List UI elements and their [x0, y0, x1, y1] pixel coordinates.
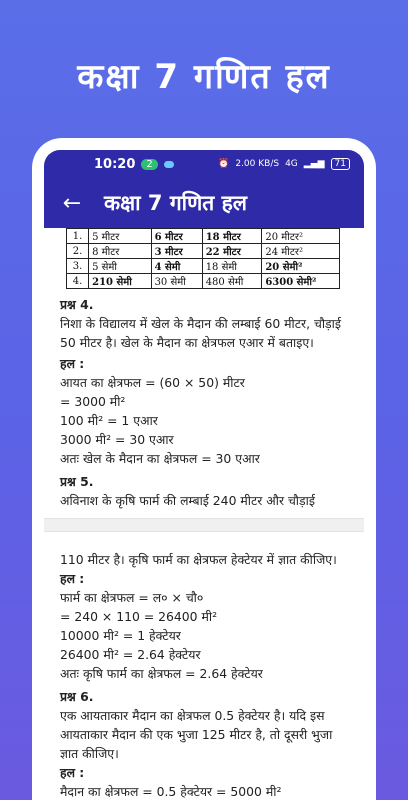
table-row — [67, 244, 340, 259]
network-speed: 2.00 KB/S — [235, 159, 280, 169]
table-cell: 5 मीटर — [89, 229, 151, 244]
cloud-icon — [164, 161, 174, 168]
solution-line: 3000 मी² = 30 एआर — [60, 432, 174, 447]
solution-line: आयत का क्षेत्रफल = (60 × 50) मीटर — [60, 375, 245, 390]
table-cell: 210 सेमी — [89, 274, 151, 289]
table-cell: 18 मीटर — [202, 229, 262, 244]
solution-line: फार्म का क्षेत्रफल = ल० × चौ० — [60, 590, 204, 605]
signal-icon: ▂▄▆ — [303, 159, 325, 169]
app-title: कक्षा 7 गणित हल — [104, 191, 247, 215]
table-cell: 4. — [67, 274, 89, 289]
question-heading: प्रश्न 6. — [60, 689, 94, 704]
page-separator — [44, 518, 364, 532]
solution-line: मैदान का क्षेत्रफल = 0.5 हेक्टेयर = 5000 मी² — [60, 784, 282, 799]
question-text: एक आयताकार मैदान का क्षेत्रफल 0.5 हेक्टेयर है। यदि इस आयताकार मैदान की एक भुजा 125 मीटर है, तो दूसरी भुजा ज्ञात कीजिए। — [60, 708, 333, 761]
table-cell: 6 मीटर — [151, 229, 202, 244]
table-cell: 20 सेमी² — [262, 259, 340, 274]
question-text: निशा के विद्यालय में खेल के मैदान की लम्बाई 60 मीटर, चौड़ाई 50 मीटर है। खेल के मैदान का क्षेत्रफल एआर में बताइए। — [60, 316, 341, 350]
status-bar — [44, 150, 364, 178]
app-bar — [44, 178, 364, 228]
solution-heading: हल : — [60, 765, 85, 780]
table-cell: 8 मीटर — [89, 244, 151, 259]
table-cell: 4 सेमी — [151, 259, 202, 274]
solution-line: = 3000 मी² — [60, 394, 126, 409]
status-time: 10:20 — [94, 156, 136, 172]
content-page-2 — [44, 532, 364, 800]
solution-line: 100 मी² = 1 एआर — [60, 413, 158, 428]
alarm-icon: ⏰ — [218, 159, 230, 169]
notification-badge: 2 — [141, 159, 157, 170]
content-page-1 — [44, 228, 364, 532]
table-cell: 20 मीटर² — [262, 229, 340, 244]
question-text: अविनाश के कृषि फार्म की लम्बाई 240 मीटर और चौड़ाई — [60, 493, 315, 508]
promo-title: कक्षा 7 गणित हल — [77, 57, 331, 97]
table-row — [67, 259, 340, 274]
network-type: 4G — [285, 159, 298, 169]
content-scroll[interactable] — [44, 228, 364, 800]
table-cell: 2. — [67, 244, 89, 259]
solution-line: 26400 मी² = 2.64 हेक्टेयर — [60, 647, 201, 662]
battery-icon: 71 — [331, 158, 350, 170]
solution-line: 10000 मी² = 1 हेक्टेयर — [60, 628, 181, 643]
table-cell: 24 मीटर² — [262, 244, 340, 259]
table-cell: 6300 सेमी² — [262, 274, 340, 289]
question-heading: प्रश्न 4. — [60, 297, 94, 312]
table-cell: 3. — [67, 259, 89, 274]
table-cell: 480 सेमी — [202, 274, 262, 289]
question-heading: प्रश्न 5. — [60, 474, 94, 489]
back-arrow-icon[interactable]: ← — [62, 190, 82, 216]
solution-line: अतः खेल के मैदान का क्षेत्रफल = 30 एआर — [60, 451, 260, 466]
table-cell: 3 मीटर — [151, 244, 202, 259]
solution-heading: हल : — [60, 571, 85, 586]
solution-line: = 240 × 110 = 26400 मी² — [60, 609, 218, 624]
area-table — [66, 228, 340, 289]
phone-frame — [32, 138, 376, 800]
table-cell: 22 मीटर — [202, 244, 262, 259]
table-cell: 30 सेमी — [151, 274, 202, 289]
table-cell: 5 सेमी — [89, 259, 151, 274]
solution-line: अतः कृषि फार्म का क्षेत्रफल = 2.64 हेक्टेयर — [60, 666, 263, 681]
table-row — [67, 229, 340, 244]
table-cell: 18 सेमी — [202, 259, 262, 274]
solution-heading: हल : — [60, 356, 85, 371]
table-cell: 1. — [67, 229, 89, 244]
table-row — [67, 274, 340, 289]
question-text: 110 मीटर है। कृषि फार्म का क्षेत्रफल हेक्टेयर में ज्ञात कीजिए। — [60, 552, 337, 567]
